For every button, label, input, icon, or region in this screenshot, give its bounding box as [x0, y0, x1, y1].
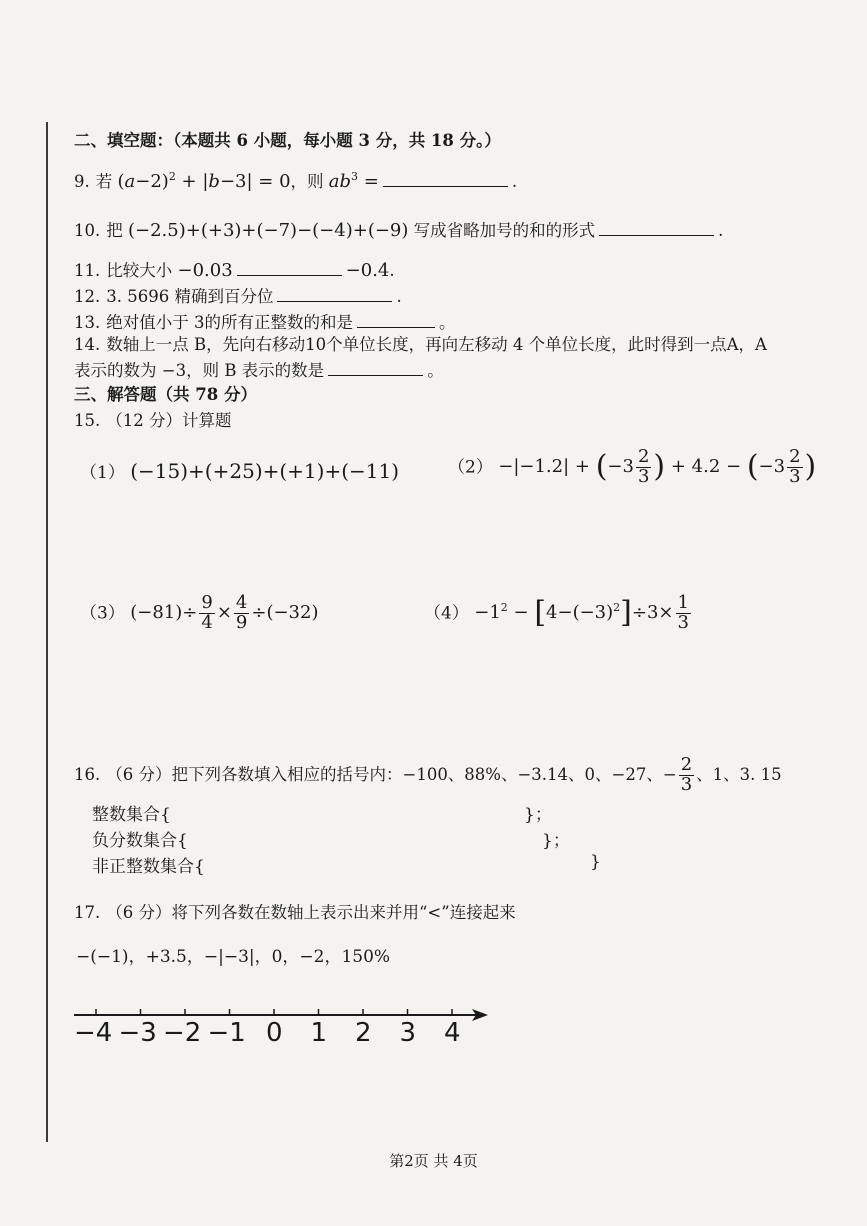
question-10: 10. 把 (−2.5)+(+3)+(−7)−(−4)+(−9) 写成省略加号的和的形式 . — [74, 220, 724, 241]
binding-margin-line — [46, 122, 48, 1142]
q15-part-1: （1） (−15)+(+25)+(+1)+(−11) — [80, 459, 400, 483]
q16-non-positive-integer-set: 非正整数集合{ — [92, 857, 205, 877]
question-9: 9. 若 $(a-2)^2 + |b-3| = 0$，则 $ab^3$ = . — [74, 170, 518, 192]
q15-part-4: $(4) -1^2 - [4-(-3)^2]\div 3\times$ $\frac{1}{3}$ — [424, 592, 689, 633]
q16-integer-set: 整数集合{ — [92, 805, 171, 825]
number-line-label: 2 — [355, 1018, 372, 1048]
q16-negative-fraction-set: 负分数集合{ — [92, 831, 188, 851]
question-17: 17. （6 分）将下列各数在数轴上表示出来并用“<”连接起来 — [74, 903, 516, 922]
q17-numbers: −(−1)，+3.5，−|−3|，0，−2，150% — [76, 947, 391, 967]
number-line-label: 4 — [444, 1018, 461, 1048]
question-12: 12. 3. 5696 精确到百分位 . — [74, 284, 402, 308]
q10-expression: (−2.5)+(+3)+(−7)−(−4)+(−9) — [128, 220, 409, 241]
question-15: 15. （12 分）计算题 — [74, 411, 232, 430]
q9-equation: $(a-2)^2 + |b-3| = 0$ — [117, 170, 291, 192]
section-2-heading: 二、填空题：（本题共 6 小题，每小题 3 分，共 18 分。） — [74, 131, 501, 150]
number-line-label: −1 — [207, 1018, 246, 1048]
q15-part-2: （2） −|−1.2| + (−3 $\frac{2}{3}$ ) + 4.2 − (−3 $\frac{2}{3}$ ) — [448, 446, 817, 487]
number-line-label: −3 — [118, 1018, 157, 1048]
q9-answer-blank[interactable] — [383, 169, 508, 187]
q10-answer-blank[interactable] — [599, 218, 714, 236]
number-line-label: −4 — [74, 1018, 113, 1048]
q14-answer-blank[interactable] — [328, 358, 423, 376]
question-13: 13. 绝对值小于 3的所有正整数的和是 。 — [74, 310, 456, 334]
q11-answer-blank[interactable] — [237, 258, 342, 276]
q12-answer-blank[interactable] — [277, 284, 392, 302]
question-16: 16. （6 分）把下列各数填入相应的括号内：−100、88%、−3.14、0、−27、− $\frac{2}{3}$ 、1、3. 15 — [74, 754, 782, 795]
question-14-line2: 表示的数为 −3，则 B 表示的数是 。 — [74, 358, 444, 382]
question-11: 11. 比较大小 −0.03 −0.4. — [74, 260, 395, 281]
q15-part-3: （3） (−81)÷ $\frac{9}{4}$ × $\frac{4}{9}$ ÷(−32) — [80, 592, 319, 633]
page-footer: 第2页 共 4页 — [389, 1152, 478, 1170]
number-line-label: 1 — [310, 1018, 328, 1048]
section-3-heading: 三、解答题（共 78 分） — [74, 385, 257, 404]
number-line-label: 0 — [266, 1018, 283, 1048]
question-14: 14. 数轴上一点 B，先向右移动10个单位长度，再向左移动 4 个单位长度，此时得到一点A，A — [74, 335, 767, 354]
q13-answer-blank[interactable] — [357, 310, 435, 328]
number-line-label: −2 — [163, 1018, 202, 1048]
number-line-label: 3 — [399, 1018, 417, 1048]
